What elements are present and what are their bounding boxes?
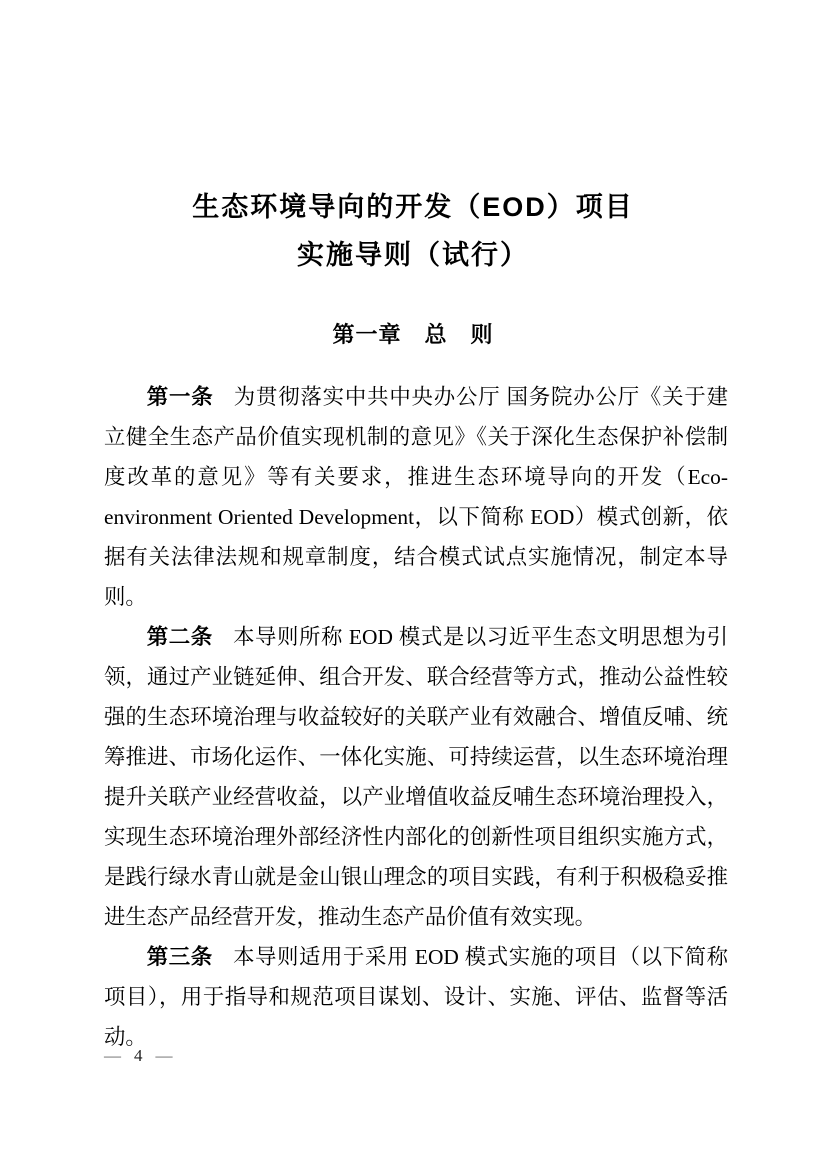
article-2-text: 本导则所称 EOD 模式是以习近平生态文明思想为引领，通过产业链延伸、组合开发、联合经营等方式，推动公益性较强的生态环境治理与收益较好的关联产业有效融合、增值反哺、统筹推进、市场化运作、一体化实施、可持续运营，以生态环境治理提升关联产业经营收益，以产业增值收益反哺生态环境治理投入，实现生态环境治理外部经济性内部化的创新性项目组织实施方式，是践行绿水青山就是金山银山理念的项目实践，有利于积极稳妥推进生态产品经营开发，推动生态产品价值有效实现。 xyxy=(104,625,728,929)
article-3 xyxy=(104,937,728,1057)
article-1-label: 第一条 xyxy=(146,385,214,409)
title-line-1: 生态环境导向的开发（EOD）项目 xyxy=(192,192,634,222)
article-3-text: 本导则适用于采用 EOD 模式实施的项目（以下简称项目），用于指导和规范项目谋划、设计、实施、评估、监督等活动。 xyxy=(104,945,728,1049)
page-footer xyxy=(104,1044,173,1068)
title-line-2: 实施导则（试行） xyxy=(297,240,529,270)
footer-right-dash: — xyxy=(155,1046,173,1065)
page-number: 4 xyxy=(134,1046,143,1065)
article-3-label: 第三条 xyxy=(146,945,213,969)
document-title xyxy=(0,183,826,279)
document-body xyxy=(104,377,728,1057)
article-1-text: 为贯彻落实中共中央办公厅 国务院办公厅《关于建立健全生态产品价值实现机制的意见》《关于深化生态保护补偿制度改革的意见》等有关要求，推进生态环境导向的开发（Eco-environment Oriented Development，以下简称 EOD）模式创新，依据有关法律法规和规章制度，结合模式试点实施情况，制定本导则。 xyxy=(104,385,728,609)
article-1 xyxy=(104,377,728,617)
article-2-label: 第二条 xyxy=(146,625,213,649)
article-2 xyxy=(104,617,728,937)
chapter-heading: 第一章 总 则 xyxy=(332,322,494,347)
footer-left-dash: — xyxy=(104,1046,121,1065)
